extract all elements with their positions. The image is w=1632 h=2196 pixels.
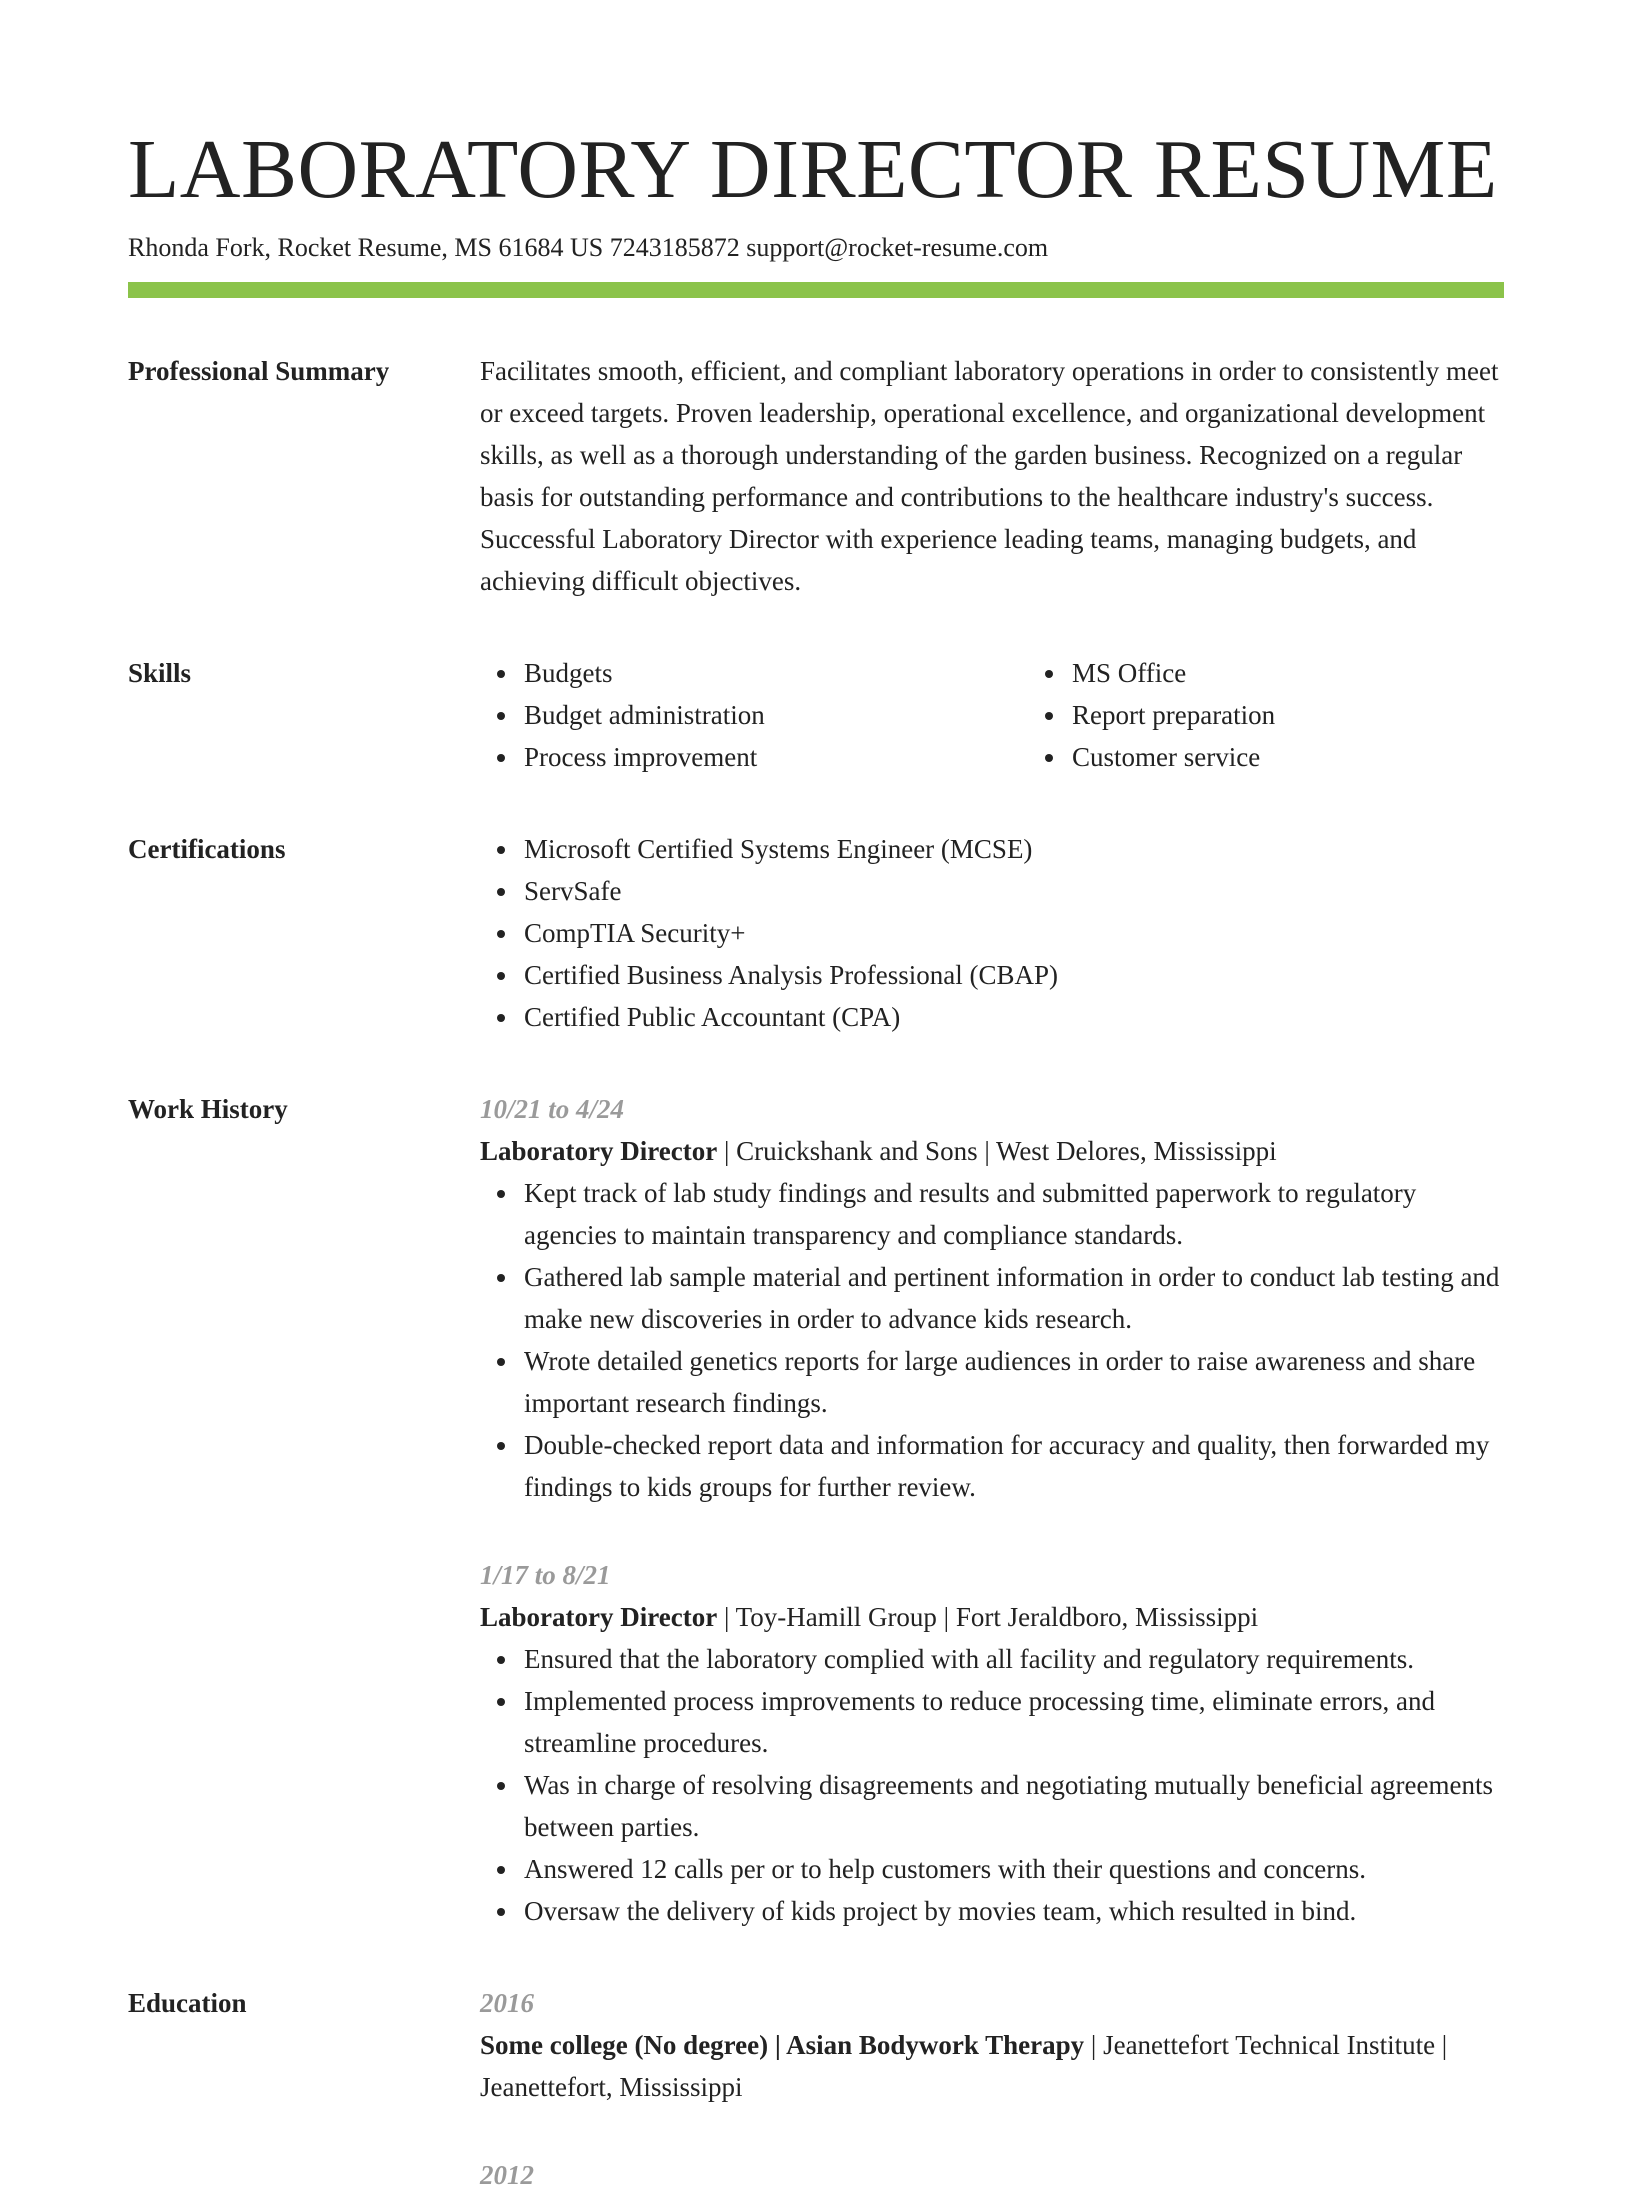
education-date: 2016	[480, 1988, 534, 2018]
section-body	[480, 652, 1576, 778]
section-body	[480, 1088, 1504, 1932]
education-entry	[480, 1982, 1504, 2108]
education-degree: Some college (No degree) | Asian Bodywork Therapy	[480, 2030, 1085, 2060]
job-bullet: Answered 12 calls per or to help customers with their questions and concerns.	[524, 1848, 1504, 1890]
certification-item: ServSafe	[524, 870, 1504, 912]
section-label: Skills	[128, 658, 192, 688]
job-company-location: | Toy-Hamill Group | Fort Jeraldboro, Mississippi	[717, 1602, 1259, 1632]
summary-section	[128, 350, 1504, 602]
job-bullet: Oversaw the delivery of kids project by movies team, which resulted in bind.	[524, 1890, 1504, 1932]
job-entry	[480, 1554, 1504, 1932]
job-bullet: Double-checked report data and information for accuracy and quality, then forwarded my findings to kids groups for further review.	[524, 1424, 1504, 1508]
job-heading	[480, 1130, 1504, 1172]
job-bullets	[480, 1172, 1504, 1508]
job-date: 10/21 to 4/24	[480, 1094, 625, 1124]
resume-title: LABORATORY DIRECTOR RESUME	[128, 123, 1498, 216]
job-title: Laboratory Director	[480, 1136, 718, 1166]
education-date: 2012	[480, 2160, 534, 2190]
job-bullet: Implemented process improvements to reduce processing time, eliminate errors, and streamline procedures.	[524, 1680, 1504, 1764]
skill-item: MS Office	[1072, 652, 1576, 694]
job-company-location: | Cruickshank and Sons | West Delores, Mississippi	[717, 1136, 1277, 1166]
job-bullets	[480, 1638, 1504, 1932]
education-school-location: | Jeanettefort Technical Institute | Jeanettefort, Mississippi	[480, 2030, 1448, 2102]
certifications-section	[128, 828, 1504, 1038]
certification-item: CompTIA Security+	[524, 912, 1504, 954]
skill-item: Budget administration	[524, 694, 1028, 736]
job-date: 1/17 to 8/21	[480, 1560, 611, 1590]
skills-column	[1028, 652, 1576, 778]
education-section	[128, 1982, 1504, 2196]
skills-column	[480, 652, 1028, 778]
certification-item: Microsoft Certified Systems Engineer (MCSE)	[524, 828, 1504, 870]
work-history-section	[128, 1088, 1504, 1932]
education-entry	[480, 2154, 1504, 2196]
skill-item: Process improvement	[524, 736, 1028, 778]
section-body	[480, 1982, 1504, 2196]
skills-grid	[480, 652, 1576, 778]
certification-item: Certified Public Accountant (CPA)	[524, 996, 1504, 1038]
job-title: Laboratory Director	[480, 1602, 718, 1632]
section-label: Certifications	[128, 834, 286, 864]
job-bullet: Gathered lab sample material and pertinent information in order to conduct lab testing and make new discoveries in order to advance kids research.	[524, 1256, 1504, 1340]
job-bullet: Ensured that the laboratory complied with all facility and regulatory requirements.	[524, 1638, 1504, 1680]
section-label: Education	[128, 1988, 247, 2018]
section-label: Work History	[128, 1094, 288, 1124]
accent-rule	[128, 282, 1504, 298]
job-bullet: Was in charge of resolving disagreements and negotiating mutually beneficial agreements between parties.	[524, 1764, 1504, 1848]
skill-item: Budgets	[524, 652, 1028, 694]
job-bullet: Wrote detailed genetics reports for large audiences in order to raise awareness and share important research findings.	[524, 1340, 1504, 1424]
certification-item: Certified Business Analysis Professional (CBAP)	[524, 954, 1504, 996]
skill-item: Report preparation	[1072, 694, 1576, 736]
job-bullet: Kept track of lab study findings and results and submitted paperwork to regulatory agencies to maintain transparency and compliance standards.	[524, 1172, 1504, 1256]
job-entry	[480, 1088, 1504, 1508]
section-label: Professional Summary	[128, 356, 390, 386]
section-body	[480, 350, 1504, 602]
skill-item: Customer service	[1072, 736, 1576, 778]
contact-line: Rhonda Fork, Rocket Resume, MS 61684 US 7243185872 support@rocket-resume.com	[128, 233, 1049, 262]
skills-section	[128, 652, 1504, 778]
education-heading	[480, 2024, 1504, 2108]
summary-text: Facilitates smooth, efficient, and compliant laboratory operations in order to consistently meet or exceed targets. Proven leadership, operational excellence, and organizational development skills, as well as a thorough understanding of the garden business. Recognized on a regular basis for outstanding performance and contributions to the healthcare industry's success. Successful Laboratory Director with experience leading teams, managing budgets, and achieving difficult objectives.	[480, 356, 1499, 596]
job-heading	[480, 1596, 1504, 1638]
certifications-list	[480, 828, 1504, 1038]
section-body	[480, 828, 1504, 1038]
